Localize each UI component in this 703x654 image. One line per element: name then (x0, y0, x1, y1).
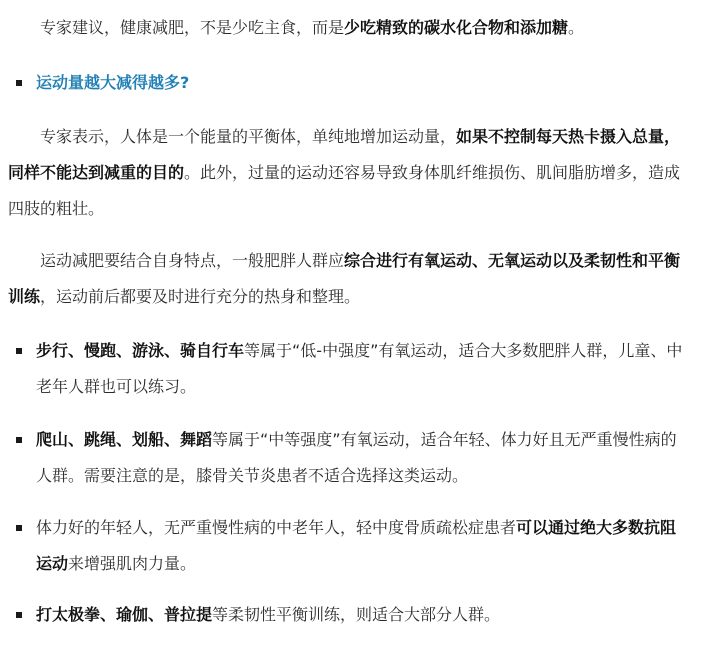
paragraph-exercise (8, 243, 685, 315)
text: ，运动前后都要及时进行充分的热身和整理。 (40, 287, 361, 306)
bold-text: 如果不控制每天热卡摄入总量，同样不能达到减重的目的 (8, 127, 681, 182)
heading-text: 运动量越大减得越多? (36, 73, 190, 92)
bold-text: 少吃精致的碳水化合物和添加糖 (344, 18, 569, 37)
text: 专家建议，健康减肥，不是少吃主食，而是 (40, 18, 345, 37)
list-item (8, 510, 685, 582)
bold-text: 步行、慢跑、游泳、骑自行车 (36, 341, 245, 360)
text: 等属于“中等强度”有氧运动，适合年轻、体力好且无严重慢性病的人群。需要注意的是，膝骨关节炎患者不适合选择这类运动。 (36, 430, 677, 485)
list-item (8, 597, 685, 633)
bullet-square-icon (16, 437, 22, 443)
bullet-square-icon (16, 80, 22, 86)
text: 来增强肌肉力量。 (68, 554, 197, 573)
text: 运动减肥要结合自身特点，一般肥胖人群应 (40, 251, 345, 270)
text: 。此外，过量的运动还容易导致身体肌纤维损伤、肌间脂肪增多，造成四肢的粗壮。 (8, 163, 681, 218)
bullet-square-icon (16, 525, 22, 531)
text: 。 (568, 18, 585, 37)
paragraph-expert (8, 119, 685, 227)
bullet-square-icon (16, 348, 22, 354)
list-item (8, 422, 685, 494)
text: 专家表示，人体是一个能量的平衡体，单纯地增加运动量， (40, 127, 457, 146)
text: 等属于“低-中强度”有氧运动，适合大多数肥胖人群，儿童、中老年人群也可以练习。 (36, 341, 683, 396)
bold-text: 可以通过绝大多数抗阻运动 (36, 518, 677, 573)
bold-text: 打太极拳、瑜伽、普拉提 (36, 605, 213, 624)
text: 等柔韧性平衡训练，则适合大部分人群。 (212, 605, 501, 624)
bullet-square-icon (16, 612, 22, 618)
text: 体力好的年轻人，无严重慢性病的中老年人，轻中度骨质疏松症患者 (36, 518, 517, 537)
paragraph-advice (8, 10, 685, 46)
bold-text: 爬山、跳绳、划船、舞蹈 (36, 430, 213, 449)
list-item (8, 333, 685, 405)
bold-text: 综合进行有氧运动、无氧运动以及柔韧性和平衡训练 (8, 251, 681, 306)
section-heading (8, 65, 685, 101)
